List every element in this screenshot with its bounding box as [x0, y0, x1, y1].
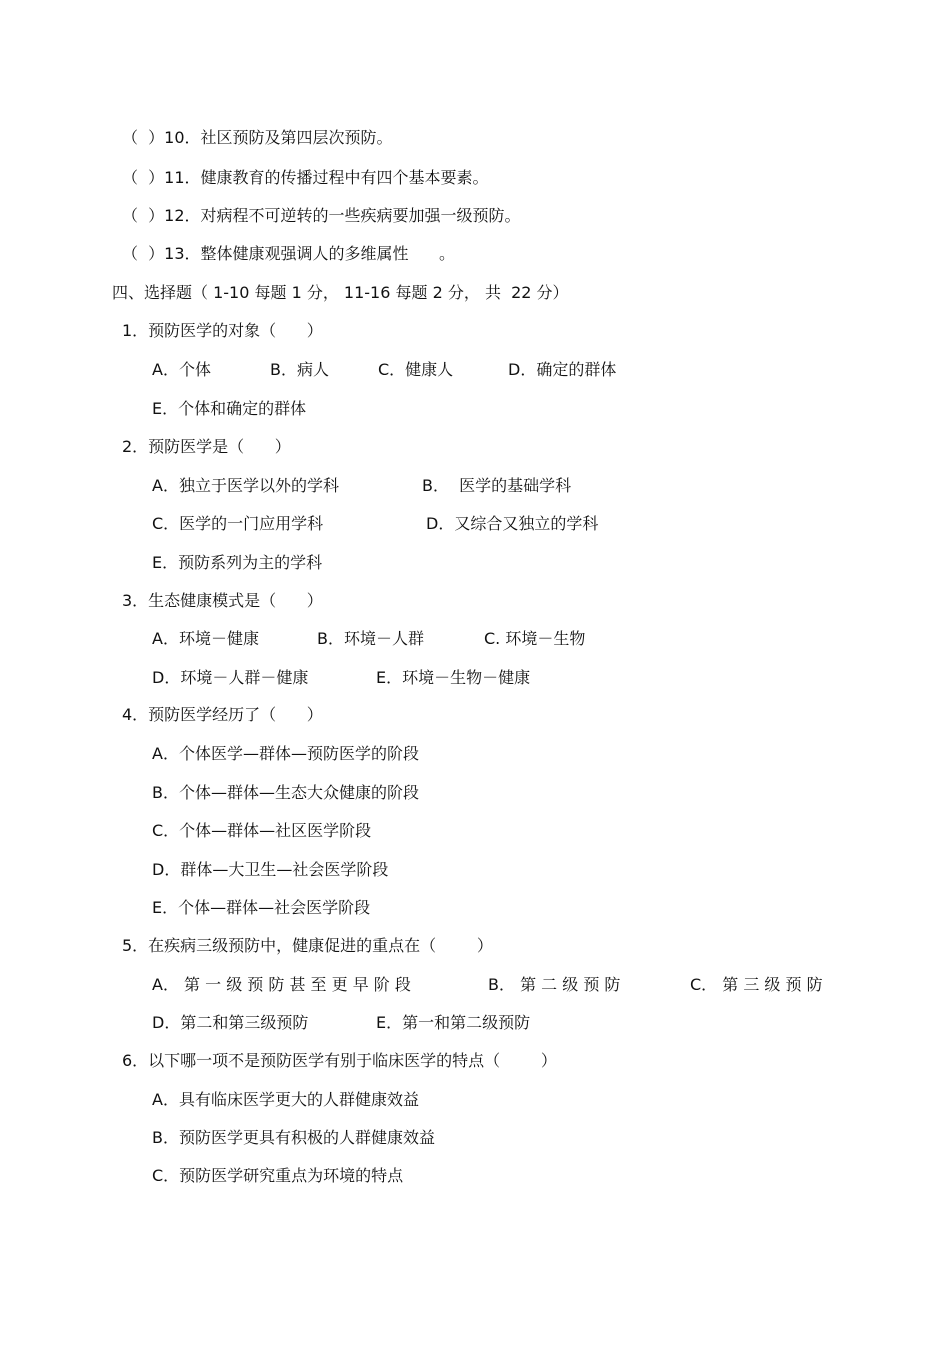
question-6-stem: 6．以下哪一项不是预防医学有别于临床医学的特点（ ） — [122, 1051, 557, 1070]
q5-option-a: A． 第 一 级 预 防 甚 至 更 早 阶 段 — [152, 975, 411, 994]
q5-option-b: B． 第 二 级 预 防 — [488, 975, 621, 994]
q6-option-c: C．预防医学研究重点为环境的特点 — [152, 1166, 404, 1185]
q1-option-b: B．病人 — [270, 360, 329, 379]
q4-option-c: C．个体—群体—社区医学阶段 — [152, 821, 372, 840]
q4-option-b: B．个体—群体—生态大众健康的阶段 — [152, 783, 419, 802]
q3-option-d: D．环境－人群－健康 — [152, 668, 309, 687]
q2-option-e: E．预防系列为主的学科 — [152, 553, 323, 572]
q5-option-e: E．第一和第二级预防 — [376, 1013, 531, 1032]
q6-option-a: A．具有临床医学更大的人群健康效益 — [152, 1090, 419, 1109]
q2-option-c: C．医学的一门应用学科 — [152, 514, 324, 533]
q3-option-a: A．环境－健康 — [152, 629, 259, 648]
question-2-stem: 2．预防医学是（ ） — [122, 437, 291, 456]
question-5-stem: 5．在疾病三级预防中，健康促进的重点在（ ） — [122, 936, 493, 955]
q2-option-d: D．又综合又独立的学科 — [426, 514, 599, 533]
q1-option-d: D．确定的群体 — [508, 360, 617, 379]
question-1-stem: 1．预防医学的对象（ ） — [122, 321, 323, 340]
q3-option-e: E．环境－生物－健康 — [376, 668, 531, 687]
question-3-stem: 3．生态健康模式是（ ） — [122, 591, 323, 610]
q6-option-b: B．预防医学更具有积极的人群健康效益 — [152, 1128, 435, 1147]
q4-option-e: E．个体—群体—社会医学阶段 — [152, 898, 371, 917]
q4-option-d: D．群体—大卫生—社会医学阶段 — [152, 860, 389, 879]
q5-option-c: C． 第 三 级 预 防 — [690, 975, 823, 994]
tf-item-10: （ ）10．社区预防及第四层次预防。 — [122, 128, 393, 147]
tf-item-13: （ ）13．整体健康观强调人的多维属性 。 — [122, 244, 456, 263]
q4-option-a: A．个体医学—群体—预防医学的阶段 — [152, 744, 419, 763]
q1-option-e: E．个体和确定的群体 — [152, 399, 307, 418]
q2-option-a: A．独立于医学以外的学科 — [152, 476, 339, 495]
section-title: 四、选择题（ 1-10 每题 1 分， 11-16 每题 2 分， 共 22 分） — [112, 283, 569, 302]
tf-item-12: （ ）12．对病程不可逆转的一些疾病要加强一级预防。 — [122, 206, 521, 225]
q1-option-c: C．健康人 — [378, 360, 454, 379]
tf-item-11: （ ）11．健康教育的传播过程中有四个基本要素。 — [122, 168, 489, 187]
q3-option-c: C. 环境－生物 — [484, 629, 586, 648]
q3-option-b: B．环境－人群 — [317, 629, 424, 648]
question-4-stem: 4．预防医学经历了（ ） — [122, 705, 323, 724]
q1-option-a: A．个体 — [152, 360, 211, 379]
q5-option-d: D．第二和第三级预防 — [152, 1013, 309, 1032]
q2-option-b: B． 医学的基础学科 — [422, 476, 572, 495]
